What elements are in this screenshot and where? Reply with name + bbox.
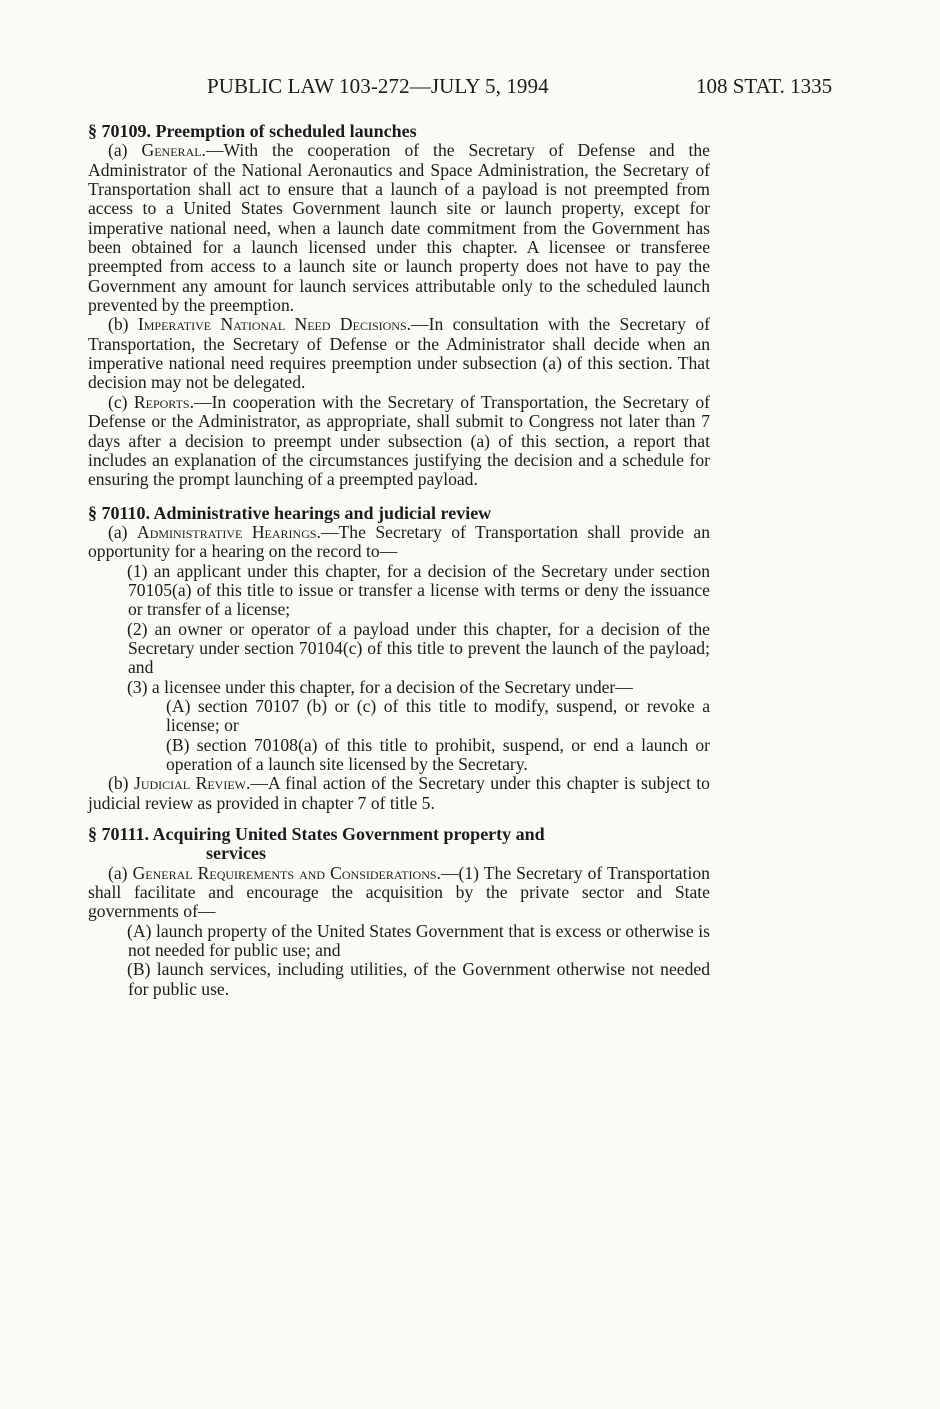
section-heading-70110: § 70110. Administrative hearings and judicial review: [88, 502, 492, 523]
subsection-text: —A final action of the Secretary under this chapter is subject to judicial review as provided in chapter 7 of title 5.: [88, 773, 710, 813]
section-heading-70111: [88, 825, 710, 864]
subsection-caption: Reports.: [133, 391, 194, 412]
subsection-caption: Administrative Hearings.: [137, 521, 321, 542]
subsection-caption: General Requirements and Considerations.: [132, 862, 441, 883]
subsection-label: (a): [108, 521, 137, 542]
subsection-label: (c): [108, 391, 134, 412]
subparagraph-70111-a-1-B: (B) launch services, including utilities, of the Government otherwise not needed for public use.: [127, 959, 710, 999]
subparagraph-70110-a-3-B: (B) section 70108(a) of this title to prohibit, suspend, or end a launch or operation of a launch site licensed by the Secretary.: [166, 734, 710, 774]
paragraph-70110-a-2: (2) an owner or operator of a payload under this chapter, for a decision of the Secretary under section 70104(c) of this title to prevent the launch of the payload; and: [127, 618, 710, 678]
subsection-caption: Imperative National Need Decisions.: [137, 314, 412, 335]
paragraph-70110-a-1: (1) an applicant under this chapter, for a decision of the Secretary under section 70105(a) of this title to issue or transfer a license with terms or deny the issuance or transfer of a license;: [127, 560, 710, 620]
subsection-70110-b: [88, 774, 710, 813]
subsection-70109-c: [88, 393, 710, 490]
running-header: PUBLIC LAW 103-272—JULY 5, 1994: [207, 74, 549, 98]
subsection-text: —The Secretary of Transportation shall provide an opportunity for a hearing on the record to—: [88, 521, 710, 562]
document-body: [88, 122, 710, 999]
subsection-text: —In consultation with the Secretary of Transportation, the Secretary of Defense or the Administrator shall decide when an imperative national need requires preemption under subsection (a) of this section. That decision may not be delegated.: [88, 314, 710, 393]
subsection-caption: Judicial Review.: [133, 773, 251, 794]
page-citation: 108 STAT. 1335: [696, 74, 833, 98]
section-heading-70109: § 70109. Preemption of scheduled launches: [88, 121, 417, 141]
subparagraph-70110-a-3-A: (A) section 70107 (b) or (c) of this title to modify, suspend, or revoke a license; or: [166, 695, 710, 736]
section-heading-line: § 70111. Acquiring United States Government property and: [88, 824, 545, 845]
subsection-70109-a: [88, 141, 710, 315]
section-heading-line: services: [206, 843, 266, 864]
subsection-text: —With the cooperation of the Secretary of Defense and the Administrator of the National Aeronautics and Space Administration, the Secretary of Transportation shall act to ensure that a launch of a payload is not preempted from access to a United States Government launch site or launch property, except for imperative national need, when a launch date commitment from the Government has been obtained for a launch licensed under this chapter. A licensee or transferee preempted from access to a launch site or launch property does not have to pay the Government any amount for launch services attributable only to the scheduled launch prevented by the preemption.: [88, 140, 710, 316]
subsection-label: (a): [108, 140, 142, 161]
subsection-label: (a): [108, 862, 133, 883]
subsection-70111-a: [88, 864, 710, 922]
subsection-caption: General.: [141, 140, 206, 161]
subsection-70109-b: [88, 315, 710, 392]
subparagraph-70111-a-1-A: (A) launch property of the United States Government that is excess or otherwise is not needed for public use; and: [127, 920, 710, 961]
paragraph-70110-a-3: (3) a licensee under this chapter, for a decision of the Secretary under—: [127, 676, 633, 697]
subsection-label: (b): [108, 314, 138, 335]
subsection-label: (b): [108, 773, 134, 794]
subsection-text: —(1) The Secretary of Transportation shall facilitate and encourage the acquisition by the private sector and State governments of—: [88, 862, 710, 922]
subsection-text: —In cooperation with the Secretary of Transportation, the Secretary of Defense or the Administrator, as appropriate, shall submit to Congress not later than 7 days after a decision to preempt under subsection (a) of this section, a report that includes an explanation of the circumstances justifying the decision and a schedule for ensuring the prompt launching of a preempted payload.: [88, 391, 710, 490]
subsection-70110-a: [88, 523, 710, 562]
